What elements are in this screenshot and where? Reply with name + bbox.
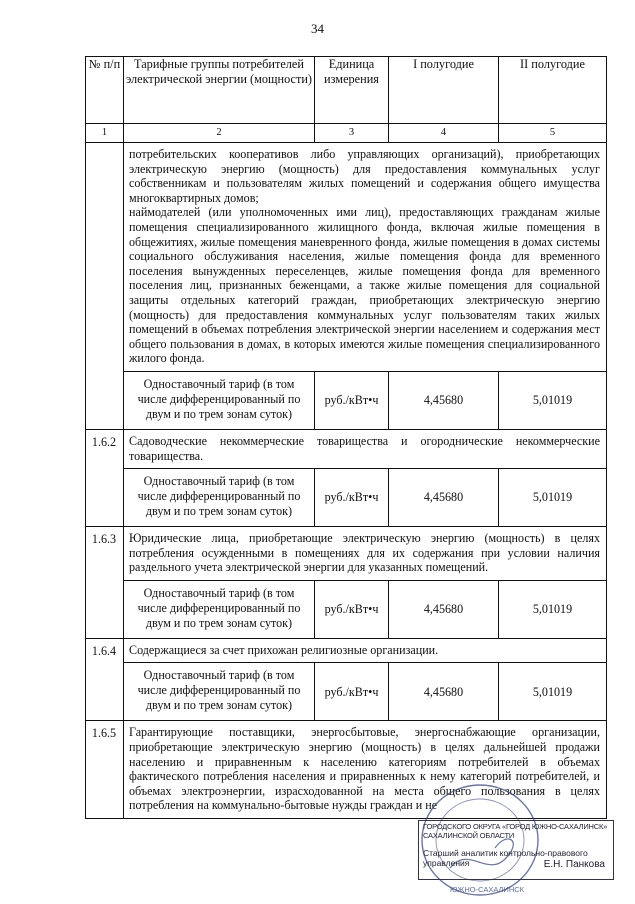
header-col-unit: Единица измерения — [315, 57, 389, 124]
stamp-signatory-name: Е.Н. Панкова — [543, 859, 605, 870]
table-row — [86, 527, 607, 581]
tariff-unit: руб./кВт•ч — [315, 371, 389, 429]
header-col-h1: I полугодие — [389, 57, 499, 124]
section-number: 1.6.2 — [86, 429, 124, 526]
section-description: Юридические лица, приобретающие электрическую энергию (мощность) в целях потребления осужденными в помещениях для их содержания при условии наличия раздельного учета электрической энергии для указанных помещений. — [124, 527, 607, 581]
continuation-text-2: наймодателей (или уполномоченных ими лиц), предоставляющих гражданам жилые помещения специализированного жилищного фонда, включая жилые помещения в общежитиях, жилые помещения маневренного фонда, жилые помещения в домах системы социального обслуживания населения, жилые помещения фонда для временного поселения вынужденных переселенцев, жилые помещения фонда для временного поселения лиц, признанных беженцами, а также жилые помещения для социальной защиты отдельных категорий граждан, приобретающих электрическую энергию (мощность) для предоставления коммунальных услуг пользователям таких жилых помещений в объемах потребления электрической энергии населением и содержания мест общего пользования в домах, в которых имеются жилые помещения специализированного жилого фонда. — [129, 205, 600, 366]
tariff-row — [86, 580, 607, 638]
tariff-h2-value: 5,01019 — [499, 663, 607, 721]
tariff-unit: руб./кВт•ч — [315, 663, 389, 721]
page-number: 34 — [311, 21, 324, 36]
tariff-label: Одноставочный тариф (в том числе дифференцированный по двум и по трем зонам суток) — [124, 580, 315, 638]
tariff-label: Одноставочный тариф (в том числе дифференцированный по двум и по трем зонам суток) — [124, 469, 315, 527]
section-description — [124, 143, 607, 372]
table-row — [86, 143, 607, 372]
section-description: Садоводческие некоммерческие товарищества и огороднические некоммерческие товарищества. — [124, 429, 607, 468]
tariff-row — [86, 469, 607, 527]
tariff-h1-value: 4,45680 — [389, 371, 499, 429]
tariff-unit: руб./кВт•ч — [315, 580, 389, 638]
header-col-h2: II полугодие — [499, 57, 607, 124]
column-number: 1 — [86, 124, 124, 143]
column-number: 2 — [124, 124, 315, 143]
tariff-h1-value: 4,45680 — [389, 580, 499, 638]
section-description: Содержащиеся за счет прихожан религиозные организации. — [124, 638, 607, 663]
tariff-unit: руб./кВт•ч — [315, 469, 389, 527]
section-description: Гарантирующие поставщики, энергосбытовые, энергоснабжающие организации, приобретающие электрическую энергию (мощность) в целях дальнейшей продажи населению и приравненным к населению категориям потребителей в объемах фактического потребления населения и приравненных к нему категорий потребителей, и объемах электроэнергии, израсходованной на места общего пользования в целях потребления на коммунально-бытовые нужды граждан и не — [124, 721, 607, 819]
stamp-title: ГОРОДСКОГО ОКРУГА «ГОРОД ЮЖНО-САХАЛИНСК» САХАЛИНСКОЙ ОБЛАСТИ — [423, 822, 608, 840]
tariff-h2-value: 5,01019 — [499, 580, 607, 638]
table-row — [86, 429, 607, 468]
tariff-h2-value: 5,01019 — [499, 469, 607, 527]
certification-stamp — [418, 820, 614, 880]
seal-text: ЮЖНО-САХАЛИНСК — [450, 885, 525, 894]
section-number: 1.6.3 — [86, 527, 124, 639]
continuation-text-1: потребительских кооперативов либо управляющих организаций), приобретающих электрическую энергию (мощность) для предоставления коммунальных услуг собственникам и пользователям жилых помещений и содержания общего имущества многоквартирных домов; — [129, 147, 600, 205]
column-number: 3 — [315, 124, 389, 143]
tariff-h1-value: 4,45680 — [389, 663, 499, 721]
tariff-label: Одноставочный тариф (в том числе дифференцированный по двум и по трем зонам суток) — [124, 371, 315, 429]
section-number: 1.6.4 — [86, 638, 124, 721]
header-col-number: № п/п — [86, 57, 124, 124]
tariff-h1-value: 4,45680 — [389, 469, 499, 527]
section-number: 1.6.5 — [86, 721, 124, 819]
tariff-h2-value: 5,01019 — [499, 371, 607, 429]
table-row — [86, 638, 607, 663]
column-number: 4 — [389, 124, 499, 143]
section-number — [86, 143, 124, 430]
table-header-row — [86, 57, 607, 124]
tariff-table — [85, 56, 607, 819]
tariff-row — [86, 371, 607, 429]
stamp-position: Старший аналитик контрольно-правового управления — [423, 848, 588, 868]
tariff-label: Одноставочный тариф (в том числе дифференцированный по двум и по трем зонам суток) — [124, 663, 315, 721]
column-number: 5 — [499, 124, 607, 143]
header-col-groups: Тарифные группы потребителей электрической энергии (мощности) — [124, 57, 315, 124]
column-number-row — [86, 124, 607, 143]
tariff-row — [86, 663, 607, 721]
